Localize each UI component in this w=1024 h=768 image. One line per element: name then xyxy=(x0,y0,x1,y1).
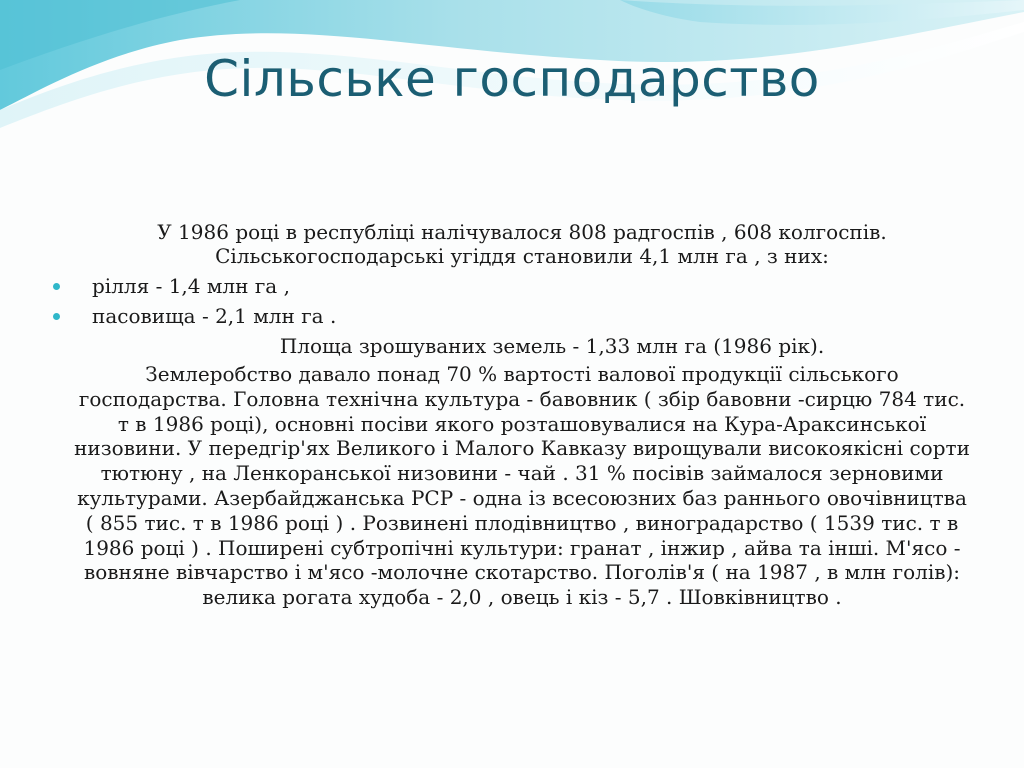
main-paragraph: Землеробство давало понад 70 % вартості валової продукції сільського господарства. Головна технічна культура - бавовник ( збір бавовни -сирцю 784 тис. т в 1986 році), основні посіви якого розташовувалися на Кура-Араксинської низовини. У передгір'ях Великого і Малого Кавказу вирощували високоякісні сорти тютюну , на Ленкоранської низовини - чай . 31 % посівів займалося зерновими культурами. Азербайджанська РСР - одна із всесоюзних баз раннього овочівництва ( 855 тис. т в 1986 році ) . Розвинені плодівництво , виноградарство ( 1539 тис. т в 1986 році ) . Поширені субтропічні культури: гранат , інжир , айва та інші. М'ясо - вовняне вівчарство і м'ясо -молочне скотарство. Поголів'я ( на 1987 , в млн голів): велика рогата худоба - 2,0 , овець і кіз - 5,7 . Шовківництво . xyxy=(74,362,970,610)
bullet-dot-icon xyxy=(53,313,60,320)
bullet-item xyxy=(62,274,982,298)
irrigation-paragraph: Площа зрошуваних земель - 1,33 млн га (1986 рік). xyxy=(279,334,825,358)
intro-paragraph: У 1986 році в республіці налічувалося 808 радгоспів , 608 колгоспів. Сільськогосподарські угіддя становили 4,1 млн га , з них: xyxy=(157,220,887,268)
bullet-dot-icon xyxy=(53,283,60,290)
bullet-text: рілля - 1,4 млн га , xyxy=(92,274,290,298)
page-title: Сільське господарство xyxy=(204,50,820,108)
bullet-item xyxy=(62,304,982,328)
slide-body xyxy=(62,220,982,610)
bullet-text: пасовища - 2,1 млн га . xyxy=(92,304,337,328)
